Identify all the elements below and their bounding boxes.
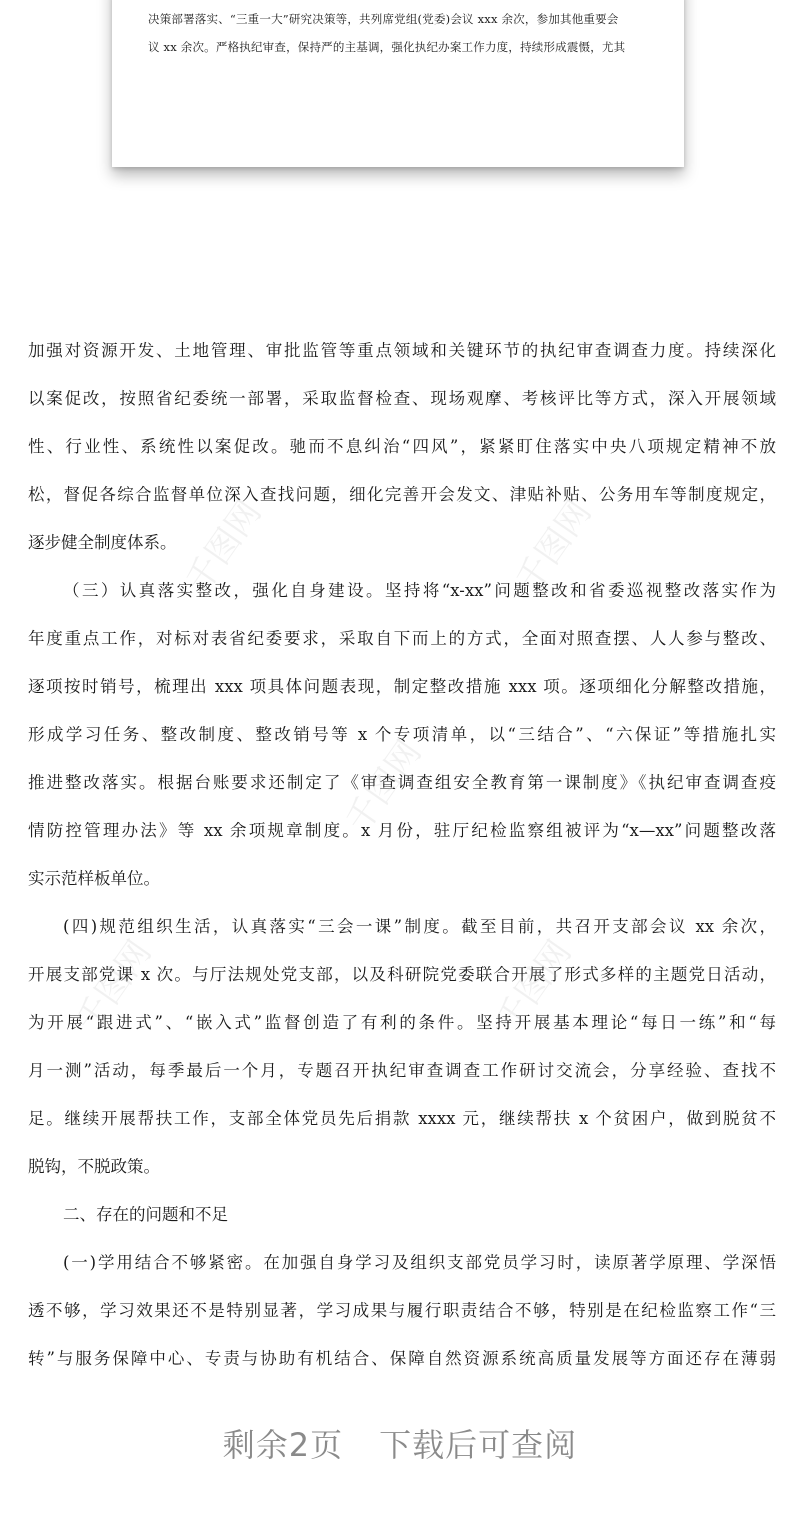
paragraph-line: 逐步健全制度体系。 [28,533,177,552]
paragraph-line: 松，督促各综合监督单位深入查找问题，细化完善开会发文、津贴补贴、公务用车等制度规定， [28,485,776,504]
paragraph-line: 逐项按时销号，梳理出 xxx 项具体问题表现，制定整改措施 xxx 项。逐项细化分解整改措施， [28,677,776,696]
paragraph-line: 开展支部党课 x 次。与厅法规处党支部，以及科研院党委联合开展了形式多样的主题党日活动， [28,965,776,984]
paragraph-line: 形成学习任务、整改制度、整改销号等 x 个专项清单，以“三结合”、“六保证”等措施扎实 [28,725,776,744]
preview-page-card [112,0,684,167]
preview-card-line: 决策部署落实、“三重一大”研究决策等，共列席党组(党委)会议 xxx 余次，参加其他重要会 [148,12,619,26]
section-heading-line: (四)规范组织生活，认真落实“三会一课”制度。截至目前，共召开支部会议 xx 余次， [63,917,776,936]
watermark-logo: 千图网 [508,493,600,600]
download-prompt[interactable] [0,1420,800,1466]
remaining-pages-label[interactable]: 剩余2页 [222,1426,344,1464]
section-heading-line: (一)学用结合不够紧密。在加强自身学习及组织支部党员学习时，读原著学原理、学深悟 [63,1253,776,1272]
paragraph-line: 性、行业性、系统性以案促改。驰而不息纠治“四风”，紧紧盯住落实中央八项规定精神不放 [28,437,776,456]
paragraph-line: 实示范样板单位。 [28,869,160,888]
paragraph-line: 情防控管理办法》等 xx 余项规章制度。x 月份，驻厅纪检监察组被评为“x—xx”问题整改落 [28,821,776,840]
section-heading-line: （三）认真落实整改，强化自身建设。坚持将“x-xx”问题整改和省委巡视整改落实作为 [63,581,776,600]
paragraph-line: 足。继续开展帮扶工作，支部全体党员先后捐款 xxxx 元，继续帮扶 x 个贫困户，做到脱贫不 [28,1109,776,1128]
paragraph-line: 加强对资源开发、土地管理、审批监管等重点领域和关键环节的执纪审查调查力度。持续深化 [28,341,776,360]
paragraph-line: 以案促改，按照省纪委统一部署，采取监督检查、现场观摩、考核评比等方式，深入开展领域 [28,389,776,408]
paragraph-line: 推进整改落实。根据台账要求还制定了《审查调查组安全教育第一课制度》《执纪审查调查疫 [28,773,776,792]
watermark-logo: 千图网 [68,933,160,1040]
paragraph-line: 为开展“跟进式”、“嵌入式”监督创造了有利的条件。坚持开展基本理论“每日一练”和“每 [28,1013,776,1032]
paragraph-line: 年度重点工作，对标对表省纪委要求，采取自下而上的方式，全面对照查摆、人人参与整改、 [28,629,776,648]
watermark-logo: 千图网 [178,493,270,600]
document-body [28,327,776,1383]
preview-card-text [148,10,648,66]
watermark-logo: 千图网 [338,733,430,840]
paragraph-line: 转”与服务保障中心、专责与协助有机结合、保障自然资源系统高质量发展等方面还存在薄弱 [28,1349,776,1368]
paragraph-line: 脱钩，不脱政策。 [28,1157,160,1176]
watermark-logo: 千图网 [488,933,580,1040]
paragraph-line: 透不够，学习效果还不是特别显著，学习成果与履行职责结合不够，特别是在纪检监察工作“三 [28,1301,776,1320]
paragraph-line: 月一测”活动，每季最后一个月，专题召开执纪审查调查工作研讨交流会，分享经验、查找不 [28,1061,776,1080]
chapter-heading: 二、存在的问题和不足 [63,1205,228,1224]
download-to-view-label[interactable]: 下载后可查阅 [379,1426,578,1464]
preview-card-line: 议 xx 余次。严格执纪审查，保持严的主基调，强化执纪办案工作力度，持续形成震慑，尤其 [148,40,626,54]
